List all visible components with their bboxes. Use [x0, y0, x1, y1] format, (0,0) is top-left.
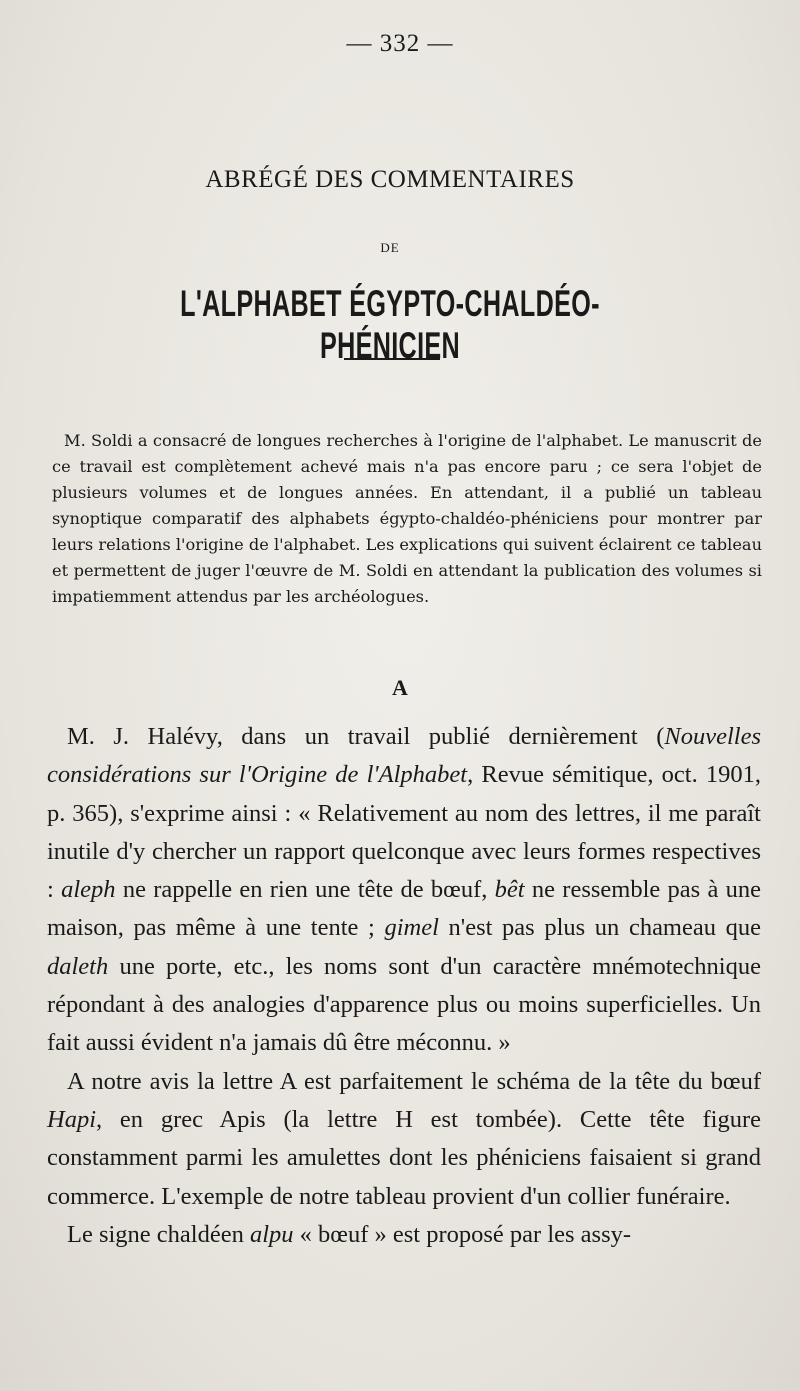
text-run: Le signe chaldéen — [67, 1220, 250, 1248]
paragraph-alpu — [47, 1216, 761, 1254]
text-run: n'est pas plus un chameau que — [438, 914, 761, 942]
text-run: , en grec Apis (la lettre H est tombée). Cette tête figure constamment parmi les amulettes dont les phéniciens faisaient si grand commerce. L'exemple de notre tableau provient d'un collier funéraire. — [47, 1105, 761, 1210]
paragraph-halevy — [47, 718, 761, 1063]
text-run: A notre avis la lettre A est parfaitement le schéma de la tête du bœuf — [67, 1067, 761, 1095]
italic-run: aleph — [61, 876, 116, 904]
italic-run: alpu — [249, 1220, 294, 1248]
page-number: — 332 — — [346, 30, 454, 57]
heading-divider — [344, 358, 440, 360]
heading-line-3: L'ALPHABET ÉGYPTO-CHALDÉO-PHÉNICIEN — [180, 283, 600, 366]
intro-paragraph: M. Soldi a consacré de longues recherches à l'origine de l'alphabet. Le manuscrit de ce travail est complètement achevé mais n'a pas encore paru ; ce sera l'objet de plusieurs volumes et de longues années. En attendant, il a publié un tableau synoptique comparatif des alphabets égypto-chaldéo-phéniciens pour montrer par leurs relations l'origine de l'alphabet. Les explications qui suivent éclairent ce tableau et permettent de juger l'œuvre de M. Soldi en attendant la publication des volumes si impatiemment attendus par les archéologues. — [52, 431, 762, 607]
text-run: ne ressemble pas à une maison, pas même à une tente ; — [47, 876, 762, 942]
italic-run: bêt — [494, 876, 525, 904]
body-text — [47, 718, 761, 1254]
text-run: « bœuf » est proposé par les assy- — [293, 1220, 632, 1248]
text-run: ne rappelle en rien une tête de bœuf, — [115, 876, 495, 904]
text-run: une porte, etc., les noms sont d'un caractère mnémotechnique répondant à des analogies d'apparence plus ou moins superficielles. Un fait aussi évident n'a jamais dû être méconnu. » — [47, 952, 761, 1057]
italic-run: Nouvelles considérations sur l'Origine de l'Alphabet — [47, 723, 761, 789]
text-run: , Revue sémitique, oct. 1901, p. 365), s'exprime ainsi : « Relativement au nom des lettres, il me paraît inutile d'y chercher un rapport quelconque avec leurs formes respectives : — [47, 761, 761, 904]
italic-run: daleth — [47, 952, 109, 980]
text-run: M. J. Halévy, dans un travail publié dernièrement ( — [67, 723, 665, 750]
italic-run: Hapi — [47, 1105, 96, 1133]
heading-line-1: ABRÉGÉ DES COMMENTAIRES — [205, 166, 575, 193]
italic-run: gimel — [384, 914, 439, 942]
paragraph-hapi — [47, 1063, 761, 1216]
section-letter: A — [392, 675, 408, 700]
heading-line-2: DE — [380, 240, 400, 255]
